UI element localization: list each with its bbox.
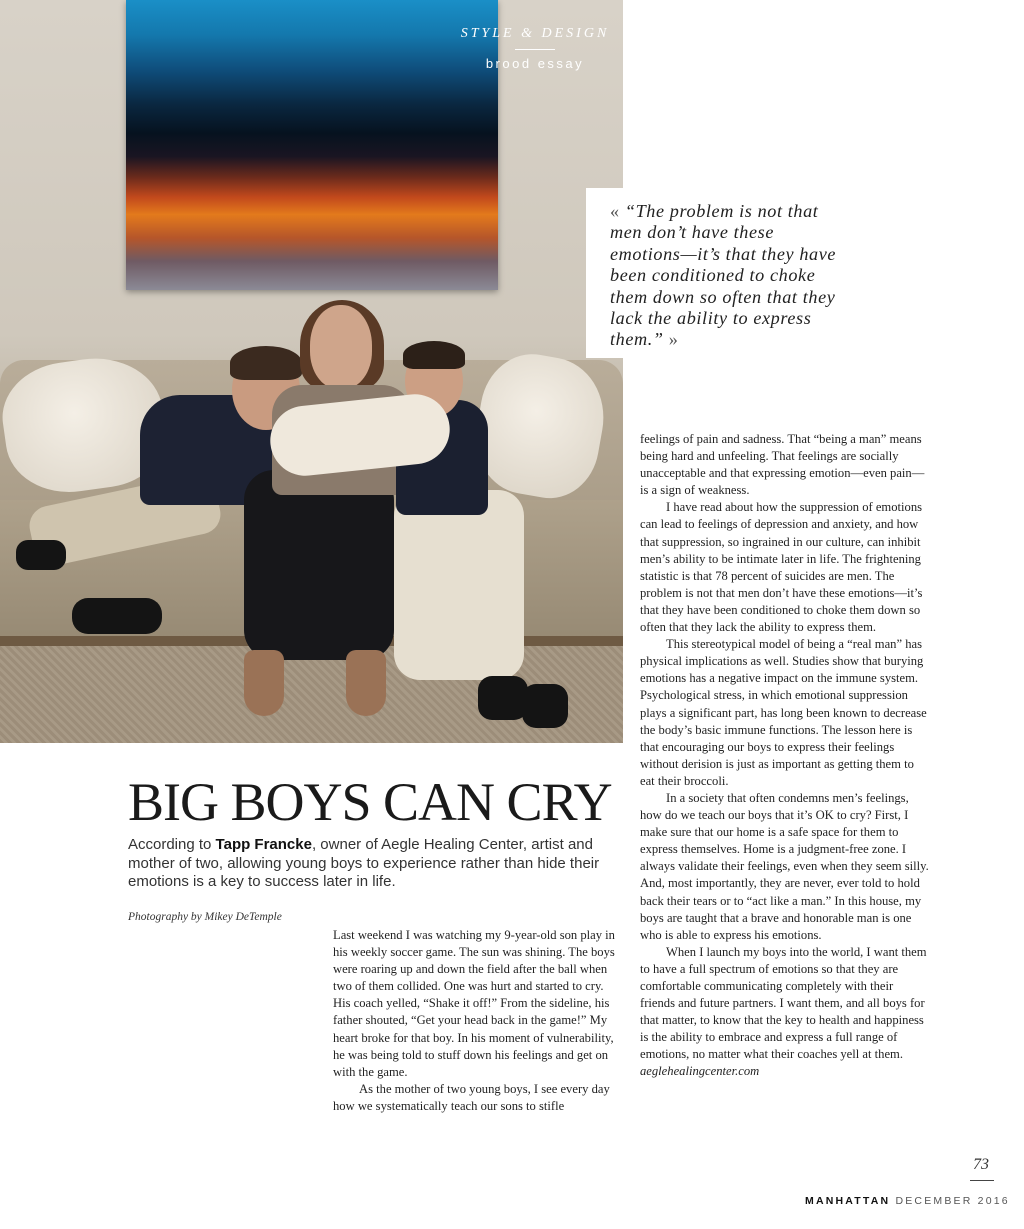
family-photo — [0, 0, 623, 743]
mother-legs — [244, 470, 394, 660]
boy-right-shoe — [478, 676, 528, 720]
boy-left-shoe — [72, 598, 162, 634]
issue-date: DECEMBER 2016 — [895, 1195, 1010, 1207]
boy-right-shoe — [522, 684, 568, 728]
section-divider — [515, 49, 555, 50]
quote-open-icon: « — [610, 201, 620, 221]
article-deck — [128, 836, 618, 892]
pull-quote — [610, 201, 840, 351]
deck-intro: According to — [128, 836, 216, 853]
deck-rest: , owner of Aegle Healing Center, artist and mother of two, allowing young boys to experience rather than hide their emotions is a key to success later in life. — [128, 836, 600, 891]
boy-right-legs — [394, 490, 524, 680]
boy-left-hair — [230, 346, 302, 380]
website-link[interactable]: aeglehealingcenter.com — [640, 1064, 760, 1079]
mother-head — [310, 305, 372, 389]
boy-left-shoe — [16, 540, 66, 570]
paragraph: I have read about how the suppression of emotions can lead to feelings of depression and anxiety, and how that suppression, so ingrained in our culture, can inhibit men’s ability to be intimate later in life. The frightening statistic is that 78 percent of suicides are men. The problem is not that men don’t have these emotions—it’s that they have been conditioned to choke them down so often that they lack the ability to express them. — [640, 500, 923, 635]
paragraph: feelings of pain and sadness. That “being a man” means being hard and unfeeling. That feelings are socially unacceptable and that expressing emotion—even pain—is a sign of weakness. — [640, 432, 925, 498]
section-header — [440, 26, 630, 71]
boy-right-hair — [403, 341, 465, 369]
magazine-footer — [805, 1195, 1010, 1207]
section-title: STYLE & DESIGN — [460, 26, 610, 41]
page-number-rule — [970, 1180, 994, 1181]
body-column-1 — [333, 927, 616, 1115]
paragraph-text: When I launch my boys into the world, I want them to have a full spectrum of emotions so that they are comfortable communicating completely with their friends and future partners. I want them, and all boys for that matter, to know that the key to health and happiness is the ability to embrace and express a full range of emotions, no matter what their coaches yell at them. — [640, 944, 927, 1062]
quote-close-icon: » — [668, 329, 679, 350]
page-number: 73 — [973, 1156, 989, 1173]
section-subtitle: brood essay — [485, 56, 585, 71]
photo-credit: Photography by Mikey DeTemple — [128, 911, 282, 923]
paragraph-final — [640, 944, 930, 1081]
article-headline: BIG BOYS CAN CRY — [128, 772, 612, 832]
pull-quote-text: “The problem is not that men don’t have these emotions—it’s that they have been conditioned to choke them down so often that they lack the ability to express them.” — [610, 201, 837, 350]
mother-shoe — [244, 650, 284, 716]
magazine-name: MANHATTAN — [805, 1195, 891, 1207]
paragraph: As the mother of two young boys, I see every day how we systematically teach our sons to stifle — [333, 1081, 610, 1113]
paragraph: In a society that often condemns men’s feelings, how do we teach our boys that it’s OK to cry? First, I make sure that our home is a safe space for them to express themselves. Home is a judgment-free zone. I always validate their feelings, even when they seem silly. And, most importantly, they are never, ever told to hold back their tears or to “act like a man.” In this house, my boys are taught that a brave and honorable man is one who is able to express his emotions. — [640, 790, 929, 942]
mother-shoe — [346, 650, 386, 716]
body-column-2 — [640, 431, 930, 1081]
paragraph: This stereotypical model of being a “real man” has physical implications as well. Studies show that burying emotions has a negative impact on the immune system. Psychological stress, in which emotional suppression plays a significant part, has long been known to decrease the body’s basic immune functions. The lesson here is that encouraging our boys to express their feelings without derision is just as important as getting them to eat their broccoli. — [640, 637, 927, 788]
deck-author-name: Tapp Francke — [215, 836, 312, 853]
paragraph: Last weekend I was watching my 9-year-old son play in his weekly soccer game. The sun was shining. The boys were roaring up and down the field after the ball when two of them collided. One was hurt and started to cry. His coach yelled, “Shake it off!” From the sideline, his father shouted, “Get your head back in the game!” My heart broke for that boy. In his moment of vulnerability, he was being told to stuff down his feelings and get on with the game. — [333, 928, 615, 1079]
